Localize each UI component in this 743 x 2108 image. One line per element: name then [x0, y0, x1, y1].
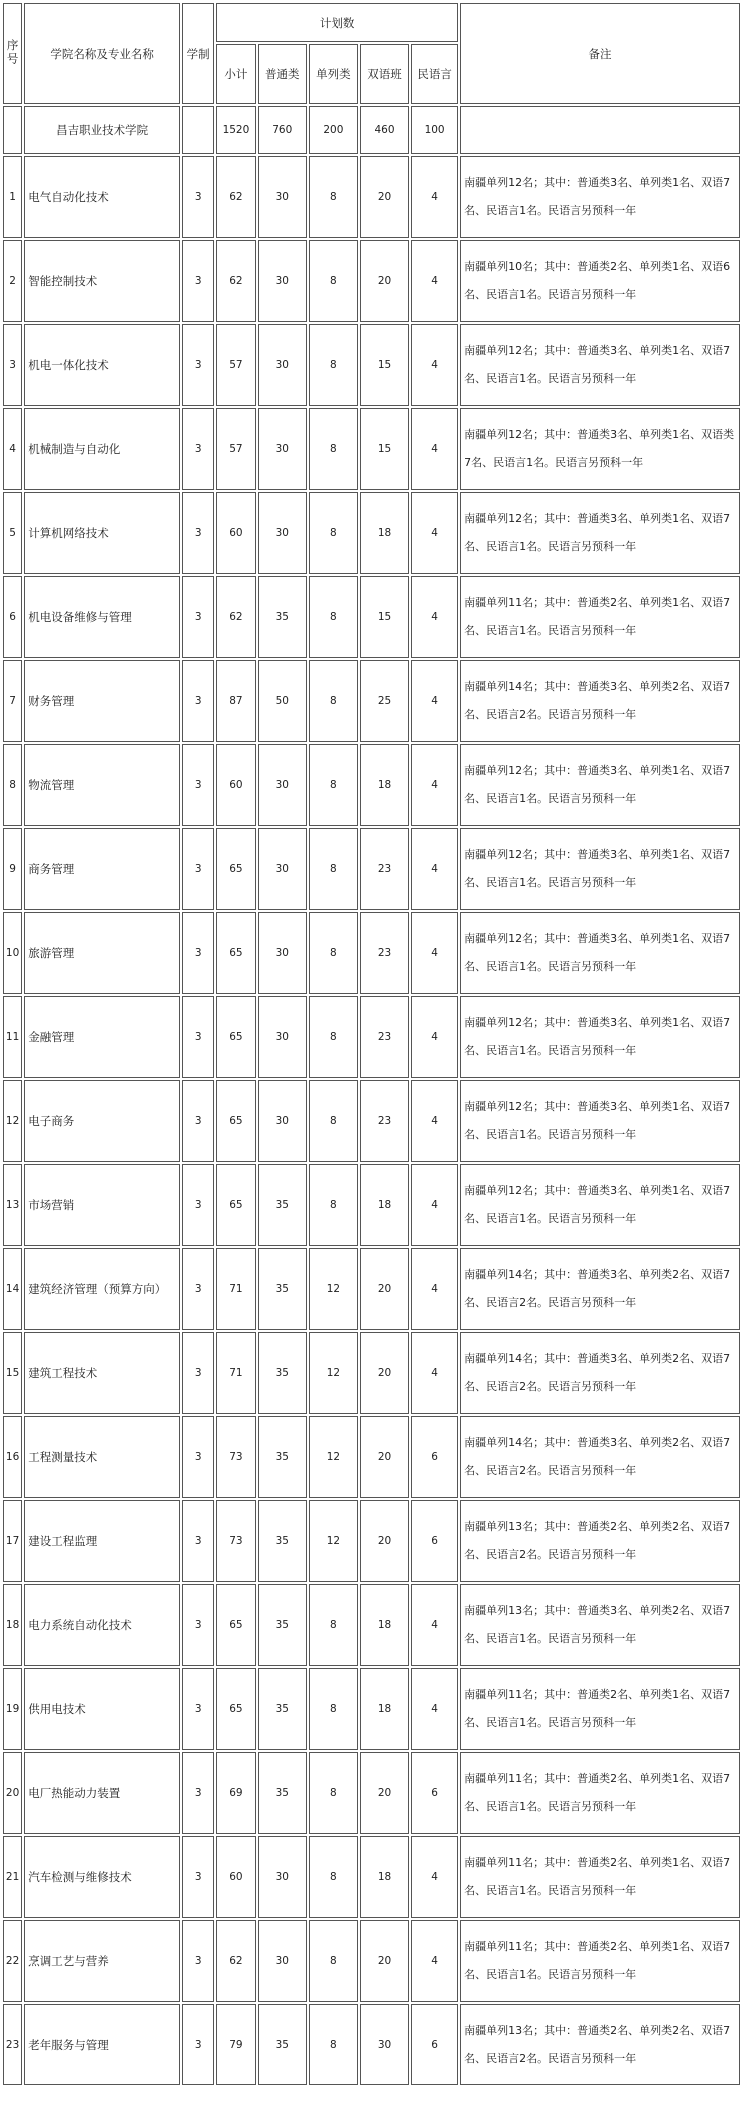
row-minority: 4	[411, 912, 458, 994]
row-bilingual: 25	[360, 660, 409, 742]
row-years: 3	[182, 744, 214, 826]
row-subtotal: 57	[216, 324, 256, 406]
row-separate: 8	[309, 1920, 358, 2002]
row-name: 建筑工程技术	[24, 1332, 180, 1414]
row-years: 3	[182, 408, 214, 490]
table-row	[3, 1416, 740, 1498]
row-seq: 22	[3, 1920, 22, 2002]
row-years: 3	[182, 576, 214, 658]
row-general: 30	[258, 828, 307, 910]
row-years: 3	[182, 1416, 214, 1498]
row-years: 3	[182, 1584, 214, 1666]
header-general: 普通类	[258, 44, 307, 104]
enrollment-plan-table	[1, 1, 742, 2087]
row-name: 电子商务	[24, 1080, 180, 1162]
table-row	[3, 576, 740, 658]
row-name: 金融管理	[24, 996, 180, 1078]
row-remark: 南疆单列13名；其中：普通类2名、单列类2名、双语7名、民语言2名。民语言另预科一年	[460, 2004, 740, 2085]
row-seq: 11	[3, 996, 22, 1078]
row-subtotal: 69	[216, 1752, 256, 1834]
row-remark: 南疆单列14名；其中：普通类3名、单列类2名、双语7名、民语言2名。民语言另预科一年	[460, 1332, 740, 1414]
row-subtotal: 73	[216, 1416, 256, 1498]
row-subtotal: 73	[216, 1500, 256, 1582]
row-subtotal: 65	[216, 828, 256, 910]
row-remark: 南疆单列14名；其中：普通类3名、单列类2名、双语7名、民语言2名。民语言另预科一年	[460, 660, 740, 742]
row-name: 烹调工艺与营养	[24, 1920, 180, 2002]
row-remark: 南疆单列12名；其中：普通类3名、单列类1名、双语7名、民语言1名。民语言另预科一年	[460, 912, 740, 994]
row-remark: 南疆单列11名；其中：普通类2名、单列类1名、双语7名、民语言1名。民语言另预科一年	[460, 1836, 740, 1918]
row-years: 3	[182, 2004, 214, 2085]
row-subtotal: 62	[216, 156, 256, 238]
row-subtotal: 60	[216, 492, 256, 574]
row-years: 3	[182, 324, 214, 406]
header-seq: 序号	[3, 3, 22, 104]
row-general: 35	[258, 2004, 307, 2085]
row-name: 供用电技术	[24, 1668, 180, 1750]
row-seq: 6	[3, 576, 22, 658]
row-minority: 4	[411, 1332, 458, 1414]
row-remark: 南疆单列11名；其中：普通类2名、单列类1名、双语7名、民语言1名。民语言另预科一年	[460, 576, 740, 658]
row-bilingual: 20	[360, 1416, 409, 1498]
row-years: 3	[182, 1164, 214, 1246]
row-remark: 南疆单列12名；其中：普通类3名、单列类1名、双语7名、民语言1名。民语言另预科一年	[460, 828, 740, 910]
row-separate: 8	[309, 744, 358, 826]
row-minority: 4	[411, 1080, 458, 1162]
row-remark: 南疆单列12名；其中：普通类3名、单列类1名、双语7名、民语言1名。民语言另预科一年	[460, 996, 740, 1078]
row-seq: 3	[3, 324, 22, 406]
table-row	[3, 1668, 740, 1750]
row-bilingual: 15	[360, 576, 409, 658]
college-separate: 200	[309, 106, 358, 154]
row-minority: 4	[411, 324, 458, 406]
table-row	[3, 660, 740, 742]
table-row	[3, 2004, 740, 2085]
row-separate: 8	[309, 996, 358, 1078]
row-years: 3	[182, 912, 214, 994]
table-row	[3, 744, 740, 826]
row-minority: 4	[411, 1920, 458, 2002]
table-row	[3, 156, 740, 238]
row-remark: 南疆单列12名；其中：普通类3名、单列类1名、双语7名、民语言1名。民语言另预科一年	[460, 744, 740, 826]
row-seq: 8	[3, 744, 22, 826]
row-name: 汽车检测与维修技术	[24, 1836, 180, 1918]
row-bilingual: 23	[360, 912, 409, 994]
row-years: 3	[182, 1920, 214, 2002]
row-separate: 8	[309, 2004, 358, 2085]
row-bilingual: 20	[360, 240, 409, 322]
row-remark: 南疆单列14名；其中：普通类3名、单列类2名、双语7名、民语言2名。民语言另预科一年	[460, 1416, 740, 1498]
row-minority: 6	[411, 1752, 458, 1834]
row-general: 35	[258, 1668, 307, 1750]
row-general: 35	[258, 1416, 307, 1498]
row-minority: 4	[411, 828, 458, 910]
row-general: 30	[258, 996, 307, 1078]
row-subtotal: 71	[216, 1332, 256, 1414]
header-separate: 单列类	[309, 44, 358, 104]
row-seq: 20	[3, 1752, 22, 1834]
row-general: 30	[258, 1920, 307, 2002]
row-separate: 8	[309, 828, 358, 910]
table-row	[3, 408, 740, 490]
row-separate: 8	[309, 1752, 358, 1834]
header-bilingual: 双语班	[360, 44, 409, 104]
row-years: 3	[182, 1668, 214, 1750]
row-seq: 15	[3, 1332, 22, 1414]
row-minority: 4	[411, 576, 458, 658]
row-general: 35	[258, 1332, 307, 1414]
table-row	[3, 1752, 740, 1834]
table-row	[3, 912, 740, 994]
table-row	[3, 1332, 740, 1414]
row-seq: 5	[3, 492, 22, 574]
row-years: 3	[182, 1332, 214, 1414]
row-general: 35	[258, 1584, 307, 1666]
row-seq: 2	[3, 240, 22, 322]
row-years: 3	[182, 1248, 214, 1330]
row-separate: 12	[309, 1500, 358, 1582]
row-minority: 4	[411, 1248, 458, 1330]
row-bilingual: 18	[360, 744, 409, 826]
table-row	[3, 1500, 740, 1582]
college-row	[3, 106, 740, 154]
row-name: 市场营销	[24, 1164, 180, 1246]
table-row	[3, 996, 740, 1078]
row-years: 3	[182, 1500, 214, 1582]
row-general: 30	[258, 1080, 307, 1162]
row-remark: 南疆单列12名；其中：普通类3名、单列类1名、双语7名、民语言1名。民语言另预科一年	[460, 324, 740, 406]
college-subtotal: 1520	[216, 106, 256, 154]
row-minority: 4	[411, 744, 458, 826]
row-general: 30	[258, 492, 307, 574]
row-minority: 4	[411, 1584, 458, 1666]
row-seq: 13	[3, 1164, 22, 1246]
row-separate: 8	[309, 912, 358, 994]
row-subtotal: 65	[216, 1164, 256, 1246]
header-plan: 计划数	[216, 3, 458, 42]
row-remark: 南疆单列12名；其中：普通类3名、单列类1名、双语7名、民语言1名。民语言另预科一年	[460, 156, 740, 238]
row-bilingual: 20	[360, 1248, 409, 1330]
row-remark: 南疆单列13名；其中：普通类3名、单列类2名、双语7名、民语言1名。民语言另预科一年	[460, 1584, 740, 1666]
row-minority: 4	[411, 156, 458, 238]
row-subtotal: 65	[216, 912, 256, 994]
row-name: 计算机网络技术	[24, 492, 180, 574]
row-general: 30	[258, 1836, 307, 1918]
row-name: 旅游管理	[24, 912, 180, 994]
table-row	[3, 1920, 740, 2002]
row-remark: 南疆单列12名；其中：普通类3名、单列类1名、双语7名、民语言1名。民语言另预科一年	[460, 1080, 740, 1162]
row-remark: 南疆单列12名；其中：普通类3名、单列类1名、双语7名、民语言1名。民语言另预科一年	[460, 1164, 740, 1246]
row-minority: 4	[411, 660, 458, 742]
row-years: 3	[182, 828, 214, 910]
row-minority: 6	[411, 2004, 458, 2085]
row-seq: 9	[3, 828, 22, 910]
row-bilingual: 18	[360, 1584, 409, 1666]
row-remark: 南疆单列13名；其中：普通类2名、单列类2名、双语7名、民语言2名。民语言另预科一年	[460, 1500, 740, 1582]
row-remark: 南疆单列12名；其中：普通类3名、单列类1名、双语类7名、民语言1名。民语言另预科一年	[460, 408, 740, 490]
row-separate: 8	[309, 1080, 358, 1162]
row-bilingual: 15	[360, 408, 409, 490]
row-minority: 4	[411, 492, 458, 574]
row-seq: 19	[3, 1668, 22, 1750]
row-name: 电气自动化技术	[24, 156, 180, 238]
row-minority: 4	[411, 1164, 458, 1246]
row-separate: 8	[309, 240, 358, 322]
table-row	[3, 240, 740, 322]
row-general: 35	[258, 1164, 307, 1246]
row-seq: 14	[3, 1248, 22, 1330]
row-general: 35	[258, 1752, 307, 1834]
row-separate: 8	[309, 1668, 358, 1750]
row-minority: 4	[411, 1836, 458, 1918]
row-subtotal: 65	[216, 996, 256, 1078]
row-bilingual: 20	[360, 1332, 409, 1414]
row-remark: 南疆单列12名；其中：普通类3名、单列类1名、双语7名、民语言1名。民语言另预科一年	[460, 492, 740, 574]
row-subtotal: 57	[216, 408, 256, 490]
row-bilingual: 18	[360, 1668, 409, 1750]
row-separate: 8	[309, 156, 358, 238]
row-remark: 南疆单列11名；其中：普通类2名、单列类1名、双语7名、民语言1名。民语言另预科一年	[460, 1920, 740, 2002]
table-row	[3, 1164, 740, 1246]
table-row	[3, 1080, 740, 1162]
row-years: 3	[182, 492, 214, 574]
row-name: 智能控制技术	[24, 240, 180, 322]
row-separate: 8	[309, 1164, 358, 1246]
row-minority: 4	[411, 408, 458, 490]
row-subtotal: 79	[216, 2004, 256, 2085]
row-name: 建设工程监理	[24, 1500, 180, 1582]
row-seq: 4	[3, 408, 22, 490]
table-row	[3, 492, 740, 574]
row-name: 机电一体化技术	[24, 324, 180, 406]
row-separate: 8	[309, 324, 358, 406]
row-separate: 8	[309, 408, 358, 490]
row-subtotal: 65	[216, 1080, 256, 1162]
row-seq: 17	[3, 1500, 22, 1582]
row-general: 30	[258, 240, 307, 322]
row-bilingual: 23	[360, 996, 409, 1078]
row-remark: 南疆单列10名；其中：普通类2名、单列类1名、双语6名、民语言1名。民语言另预科一年	[460, 240, 740, 322]
row-subtotal: 62	[216, 576, 256, 658]
row-bilingual: 20	[360, 156, 409, 238]
row-general: 35	[258, 1500, 307, 1582]
row-separate: 8	[309, 492, 358, 574]
row-minority: 6	[411, 1500, 458, 1582]
row-years: 3	[182, 1752, 214, 1834]
row-subtotal: 87	[216, 660, 256, 742]
row-seq: 7	[3, 660, 22, 742]
row-subtotal: 60	[216, 1836, 256, 1918]
row-bilingual: 30	[360, 2004, 409, 2085]
header-name: 学院名称及专业名称	[24, 3, 180, 104]
row-years: 3	[182, 996, 214, 1078]
row-general: 30	[258, 912, 307, 994]
row-bilingual: 20	[360, 1500, 409, 1582]
row-subtotal: 65	[216, 1668, 256, 1750]
college-minority: 100	[411, 106, 458, 154]
row-remark: 南疆单列14名；其中：普通类3名、单列类2名、双语7名、民语言2名。民语言另预科一年	[460, 1248, 740, 1330]
row-subtotal: 62	[216, 240, 256, 322]
header-years: 学制	[182, 3, 214, 104]
row-general: 30	[258, 744, 307, 826]
row-bilingual: 18	[360, 1836, 409, 1918]
row-seq: 21	[3, 1836, 22, 1918]
row-bilingual: 20	[360, 1920, 409, 2002]
table-row	[3, 1836, 740, 1918]
row-minority: 4	[411, 1668, 458, 1750]
row-name: 建筑经济管理（预算方向）	[24, 1248, 180, 1330]
college-name: 昌吉职业技术学院	[24, 106, 180, 154]
row-name: 财务管理	[24, 660, 180, 742]
row-bilingual: 15	[360, 324, 409, 406]
row-subtotal: 71	[216, 1248, 256, 1330]
row-subtotal: 60	[216, 744, 256, 826]
row-general: 35	[258, 576, 307, 658]
row-subtotal: 62	[216, 1920, 256, 2002]
row-name: 工程测量技术	[24, 1416, 180, 1498]
table-row	[3, 324, 740, 406]
row-years: 3	[182, 1836, 214, 1918]
row-separate: 12	[309, 1416, 358, 1498]
row-name: 机电设备维修与管理	[24, 576, 180, 658]
row-seq: 1	[3, 156, 22, 238]
table-row	[3, 1584, 740, 1666]
row-general: 35	[258, 1248, 307, 1330]
row-subtotal: 65	[216, 1584, 256, 1666]
row-years: 3	[182, 156, 214, 238]
row-remark: 南疆单列11名；其中：普通类2名、单列类1名、双语7名、民语言1名。民语言另预科一年	[460, 1752, 740, 1834]
row-bilingual: 23	[360, 828, 409, 910]
row-name: 老年服务与管理	[24, 2004, 180, 2085]
row-separate: 8	[309, 1836, 358, 1918]
row-seq: 18	[3, 1584, 22, 1666]
header-subtotal: 小计	[216, 44, 256, 104]
college-general: 760	[258, 106, 307, 154]
header-remark: 备注	[460, 3, 740, 104]
row-minority: 4	[411, 240, 458, 322]
row-name: 物流管理	[24, 744, 180, 826]
row-name: 电厂热能动力装置	[24, 1752, 180, 1834]
header-minority: 民语言	[411, 44, 458, 104]
row-general: 30	[258, 156, 307, 238]
row-separate: 12	[309, 1248, 358, 1330]
row-general: 30	[258, 408, 307, 490]
table-row	[3, 1248, 740, 1330]
row-general: 30	[258, 324, 307, 406]
row-general: 50	[258, 660, 307, 742]
row-bilingual: 20	[360, 1752, 409, 1834]
row-name: 电力系统自动化技术	[24, 1584, 180, 1666]
row-seq: 12	[3, 1080, 22, 1162]
row-separate: 12	[309, 1332, 358, 1414]
row-separate: 8	[309, 576, 358, 658]
row-minority: 6	[411, 1416, 458, 1498]
row-separate: 8	[309, 1584, 358, 1666]
row-seq: 23	[3, 2004, 22, 2085]
row-bilingual: 18	[360, 1164, 409, 1246]
college-bilingual: 460	[360, 106, 409, 154]
row-bilingual: 23	[360, 1080, 409, 1162]
row-seq: 16	[3, 1416, 22, 1498]
row-years: 3	[182, 240, 214, 322]
row-years: 3	[182, 1080, 214, 1162]
header-row	[3, 3, 740, 42]
row-seq: 10	[3, 912, 22, 994]
row-bilingual: 18	[360, 492, 409, 574]
row-remark: 南疆单列11名；其中：普通类2名、单列类1名、双语7名、民语言1名。民语言另预科一年	[460, 1668, 740, 1750]
row-separate: 8	[309, 660, 358, 742]
row-minority: 4	[411, 996, 458, 1078]
row-years: 3	[182, 660, 214, 742]
row-name: 商务管理	[24, 828, 180, 910]
row-name: 机械制造与自动化	[24, 408, 180, 490]
table-row	[3, 828, 740, 910]
